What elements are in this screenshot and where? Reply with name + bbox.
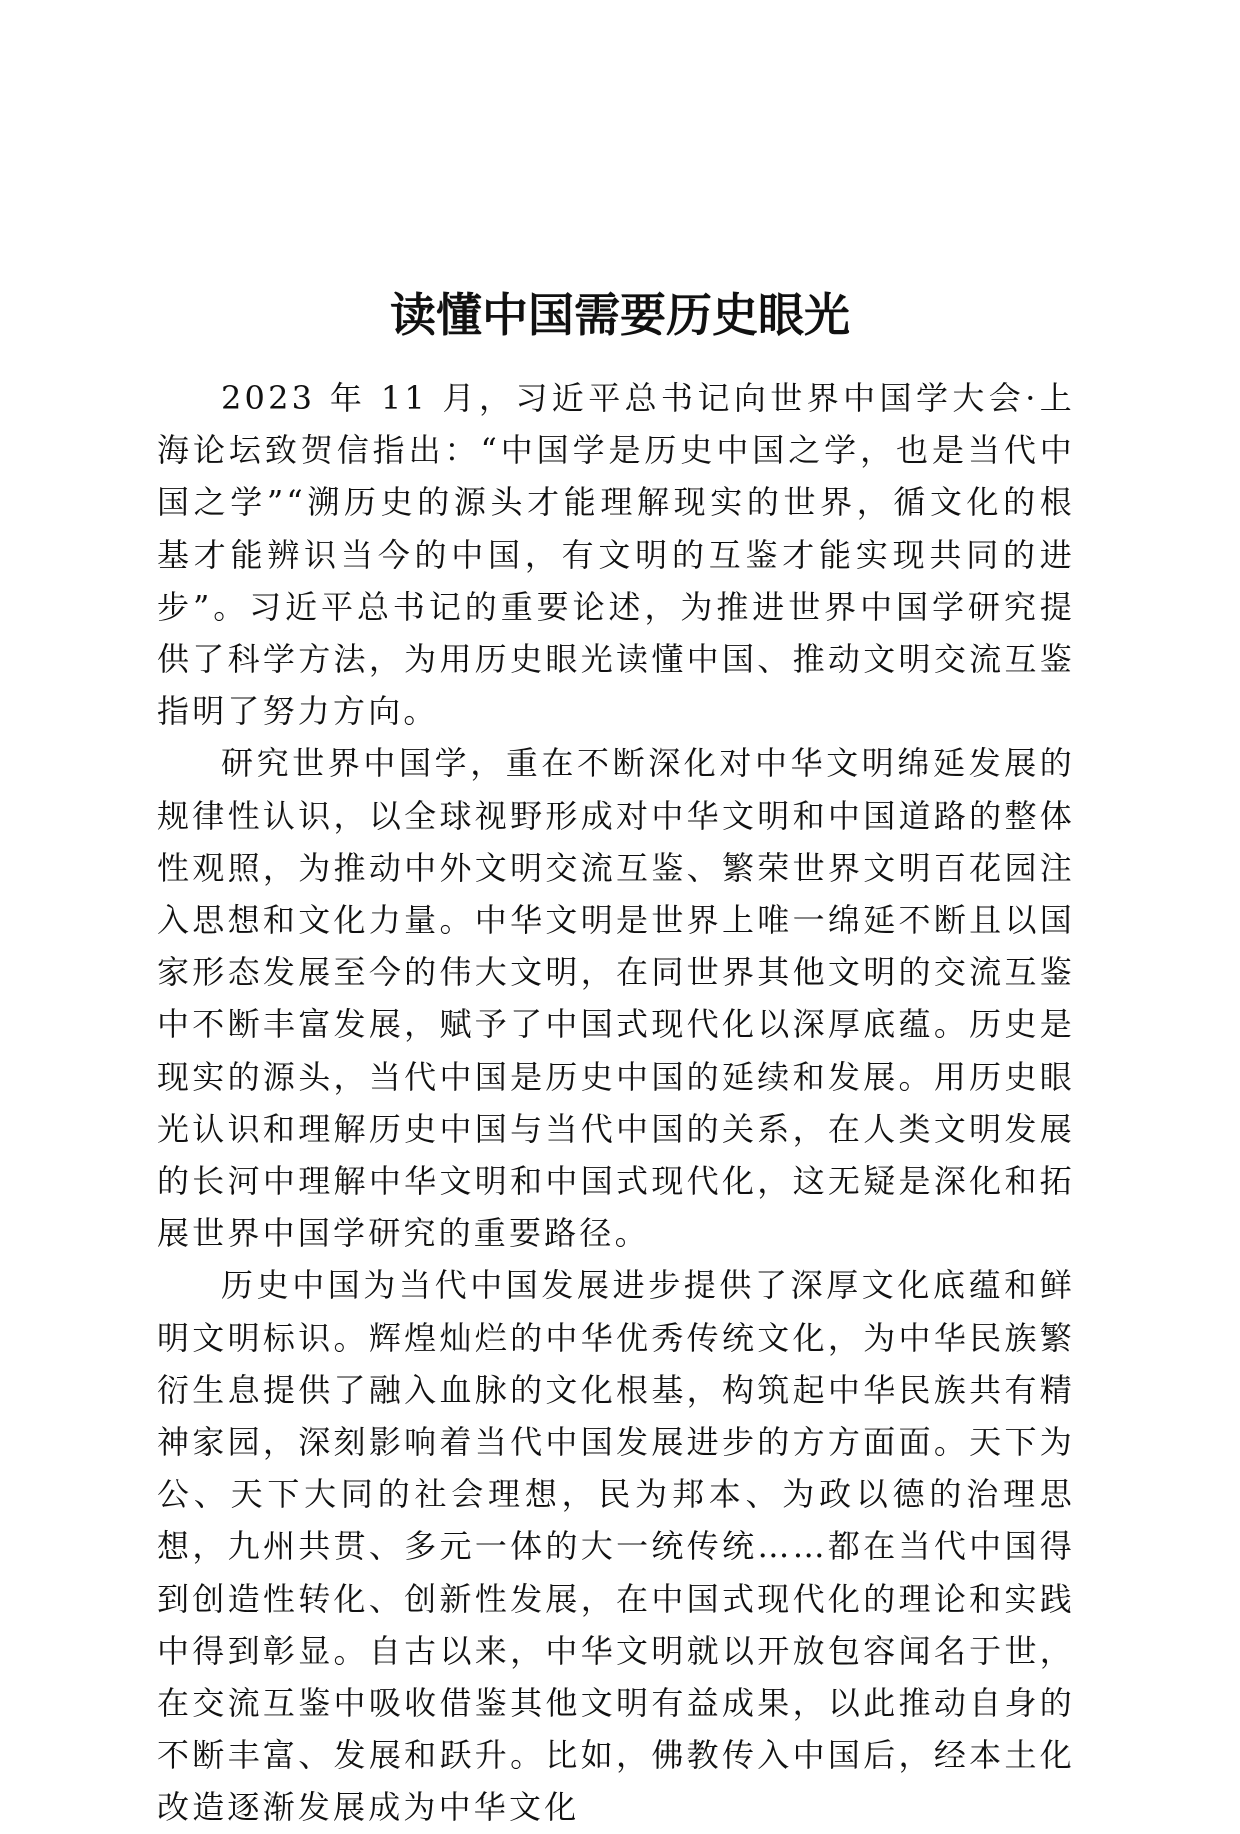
paragraph-1: 2023 年 11 月，习近平总书记向世界中国学大会·上海论坛致贺信指出：“中国学是历史中国之学，也是当代中国之学”“溯历史的源头才能理解现实的世界，循文化的根基才能辨识当今的中国，有文明的互鉴才能实现共同的进步”。习近平总书记的重要论述，为推进世界中国学研究提供了科学方法，为用历史眼光读懂中国、推动文明交流互鉴指明了努力方向。 (157, 379, 1075, 731)
document-title: 读懂中国需要历史眼光 (390, 287, 850, 342)
paragraph-3: 历史中国为当代中国发展进步提供了深厚文化底蕴和鲜明文明标识。辉煌灿烂的中华优秀传统文化，为中华民族繁衍生息提供了融入血脉的文化根基，构筑起中华民族共有精神家园，深刻影响着当代中国发展进步的方方面面。天下为公、天下大同的社会理想，民为邦本、为政以德的治理思想，九州共贯、多元一体的大一统传统……都在当代中国得到创造性转化、创新性发展，在中国式现代化的理论和实践中得到彰显。自古以来，中华文明就以开放包容闻名于世，在交流互鉴中吸收借鉴其他文明有益成果，以此推动自身的不断丰富、发展和跃升。比如，佛教传入中国后，经本土化改造逐渐发展成为中华文化 (157, 1266, 1075, 1827)
paragraph-2: 研究世界中国学，重在不断深化对中华文明绵延发展的规律性认识，以全球视野形成对中华文明和中国道路的整体性观照，为推动中外文明交流互鉴、繁荣世界文明百花园注入思想和文化力量。中华文明是世界上唯一绵延不断且以国家形态发展至今的伟大文明，在同世界其他文明的交流互鉴中不断丰富发展，赋予了中国式现代化以深厚底蕴。历史是现实的源头，当代中国是历史中国的延续和发展。用历史眼光认识和理解历史中国与当代中国的关系，在人类文明发展的长河中理解中华文明和中国式现代化，这无疑是深化和拓展世界中国学研究的重要路径。 (157, 744, 1075, 1253)
article-body (157, 372, 1075, 1834)
